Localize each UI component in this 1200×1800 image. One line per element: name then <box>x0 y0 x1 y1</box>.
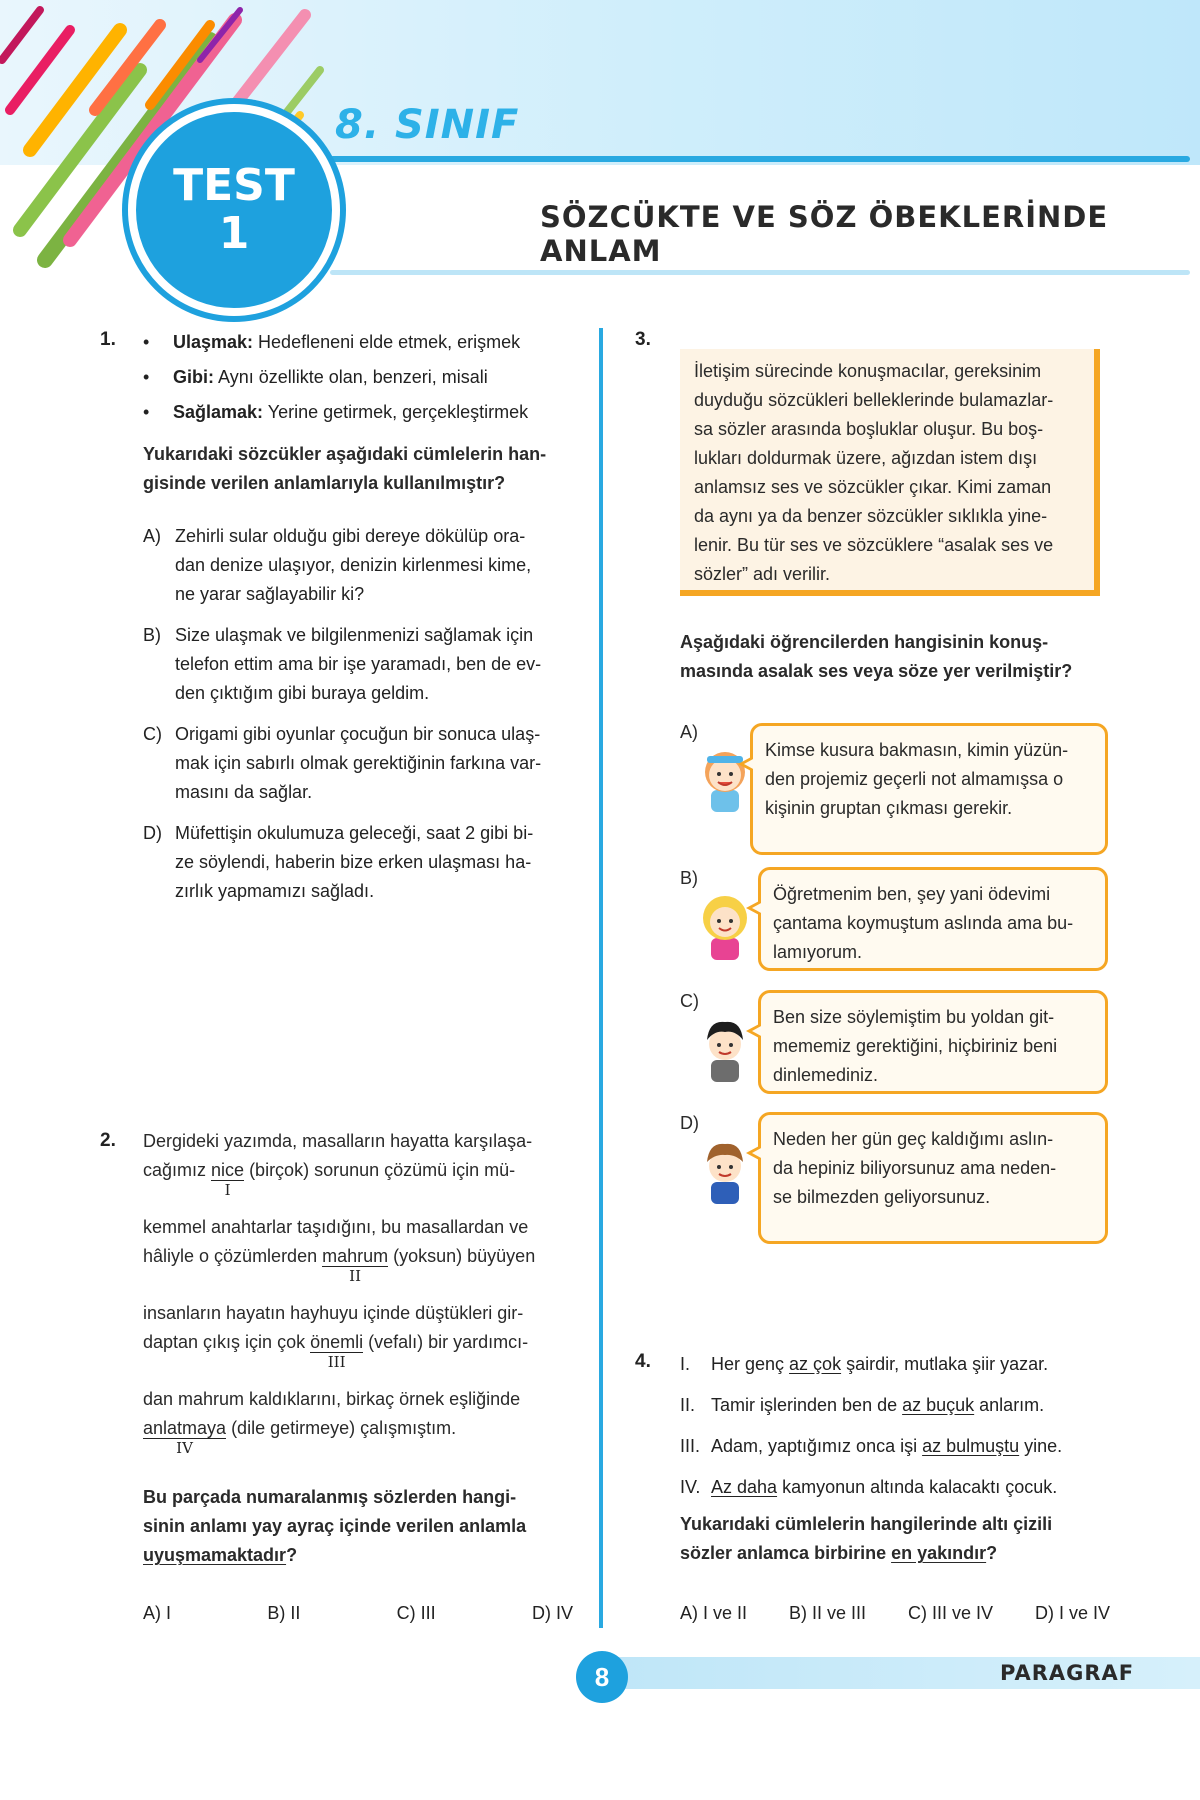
passage-text: (yoksun) büyüyen <box>388 1246 536 1266</box>
option-a-letter: A) <box>680 722 698 742</box>
item-text: şairdir, mutlaka şiir yazar. <box>841 1354 1049 1374</box>
item-text: Tamir işlerinden ben de <box>711 1395 903 1415</box>
info-line: da aynı ya da benzer sözcükler sıklıkla yine- <box>694 506 1048 526</box>
option-c[interactable] <box>143 720 583 807</box>
sentence-item <box>680 1391 1120 1420</box>
option-line: telefon ettim ama bir işe yaramadı, ben de ev- <box>175 654 542 674</box>
question-4-prompt <box>680 1510 1120 1568</box>
prompt-line: Aşağıdaki öğrencilerden hangisinin konuş- <box>680 632 1049 652</box>
question-4-answers <box>680 1603 1110 1624</box>
test-label: TEST <box>173 160 295 211</box>
option-d-letter: D) <box>680 1113 699 1133</box>
option-line: dan denize ulaşıyor, denizin kirlenmesi kime, <box>175 555 532 575</box>
definition-term: Sağlamak: <box>173 402 264 422</box>
footer-label: PARAGRAF <box>1000 1661 1135 1685</box>
bubble-line: çantama koymuştum aslında ama bu- <box>773 913 1074 933</box>
prompt-line <box>680 1539 1120 1568</box>
brown-hair-boy-avatar-icon <box>695 1132 755 1204</box>
info-line: lenir. Bu tür ses ve sözcüklere “asalak ses ve <box>694 535 1054 555</box>
speech-bubble-b[interactable] <box>758 867 1108 971</box>
item-underlined: az buçuk <box>902 1395 975 1415</box>
speech-bubble-d[interactable] <box>758 1112 1108 1244</box>
answer-d[interactable]: D) I ve IV <box>1034 1603 1110 1623</box>
answer-b[interactable]: B) II ve III <box>788 1603 867 1623</box>
item-text: Her genç <box>711 1354 790 1374</box>
option-line: Müfettişin okulumuza geleceği, saat 2 gibi bi- <box>175 823 534 843</box>
item-label: I. <box>680 1354 691 1374</box>
boy-avatar-icon <box>695 1010 755 1082</box>
passage-line <box>143 1328 593 1371</box>
question-4-items <box>680 1350 1120 1568</box>
option-line: Zehirli sular olduğu gibi dereye dökülüp ora- <box>175 526 526 546</box>
option-letter: A) <box>143 526 161 546</box>
info-line: İletişim sürecinde konuşmacılar, gereksinim <box>694 361 1042 381</box>
bullet: • <box>143 367 150 387</box>
passage-text: daptan çıkış için çok <box>143 1332 311 1352</box>
question-2-prompt <box>143 1483 593 1570</box>
option-letter: D) <box>143 823 162 843</box>
prompt-line: Bu parçada numaralanmış sözlerden hangi- <box>143 1487 517 1507</box>
sentence-item <box>680 1473 1120 1502</box>
prompt-line: sinin anlamı yay ayraç içinde verilen anlamla <box>143 1516 527 1536</box>
roman-numeral: II <box>349 1267 362 1285</box>
option-b[interactable] <box>143 621 583 708</box>
subject-title: SÖZCÜKTE VE SÖZ ÖBEKLERİNDE ANLAM <box>540 200 1109 268</box>
definition-item <box>143 395 583 430</box>
option-line: Origami gibi oyunlar çocuğun bir sonuca ulaş- <box>175 724 541 744</box>
page-number: 8 <box>576 1651 628 1703</box>
item-label: IV. <box>680 1477 701 1497</box>
item-text: anlarım. <box>974 1395 1045 1415</box>
test-number: 1 <box>218 208 250 259</box>
info-line: duyduğu sözcükleri belleklerinde bulamazlar- <box>694 390 1054 410</box>
bubble-line: lamıyorum. <box>773 942 863 962</box>
roman-numeral: I <box>224 1181 231 1199</box>
definition-meaning: Yerine getirmek, gerçekleştirmek <box>263 402 529 422</box>
definition-term: Gibi: <box>173 367 214 387</box>
bubble-line: mememiz gerektiğini, hiçbiriniz beni <box>773 1036 1058 1056</box>
bubble-line: kişinin gruptan çıkması gerekir. <box>765 798 1013 818</box>
speech-bubble-a[interactable] <box>750 723 1108 855</box>
bubble-line: Ben size söylemiştim bu yoldan git- <box>773 1007 1055 1027</box>
item-text: yine. <box>1019 1436 1063 1456</box>
option-c-letter: C) <box>680 991 699 1011</box>
bubble-line: da hepiniz biliyorsunuz ama neden- <box>773 1158 1057 1178</box>
bubble-line: dinlemediniz. <box>773 1065 879 1085</box>
prompt-underlined: uyuşmamaktadır <box>143 1545 287 1565</box>
question-2-answers <box>143 1603 573 1624</box>
passage-line: kemmel anahtarlar taşıdığını, bu masallardan ve <box>143 1217 529 1237</box>
bullet: • <box>143 332 150 352</box>
question-4-number: 4. <box>635 1351 651 1372</box>
header-rule <box>330 156 1190 162</box>
passage-text: cağımız <box>143 1160 212 1180</box>
info-line: anlamsız ses ve sözcükler çıkar. Kimi zaman <box>694 477 1052 497</box>
definition-term: Ulaşmak: <box>173 332 254 352</box>
info-line: sa sözler arasında boşluklar oluşur. Bu boş- <box>694 419 1044 439</box>
marked-word-text: önemli <box>310 1332 364 1352</box>
option-letter: C) <box>143 724 162 744</box>
bubble-line: Kimse kusura bakmasın, kimin yüzün- <box>765 740 1069 760</box>
option-a[interactable] <box>143 522 583 609</box>
marked-word-text: nice <box>211 1160 245 1180</box>
question-3-number: 3. <box>635 329 651 350</box>
option-line: mak için sabırlı olmak gerektiğinin farkına var- <box>175 753 542 773</box>
answer-b[interactable]: B) II <box>267 1603 301 1623</box>
option-line: ze söylendi, haberin bize erken ulaşması ha- <box>175 852 532 872</box>
info-line: lukları doldurmak üzere, ağızdan istem dışı <box>694 448 1038 468</box>
marked-word-3 <box>310 1328 364 1371</box>
option-d[interactable] <box>143 819 583 906</box>
question-2-number: 2. <box>100 1130 116 1151</box>
question-1-options <box>143 522 583 906</box>
bubble-line: den projemiz geçerli not almamışsa o <box>765 769 1064 789</box>
definition-item <box>143 360 583 395</box>
question-1-number: 1. <box>100 329 116 350</box>
bubble-line: Neden her gün geç kaldığımı aslın- <box>773 1129 1054 1149</box>
marked-word-4 <box>143 1414 227 1457</box>
question-1 <box>143 325 583 918</box>
prompt-text: ? <box>286 1545 298 1565</box>
prompt-line: Yukarıdaki cümlelerin hangilerinde altı çizili <box>680 1514 1053 1534</box>
passage-text: (birçok) sorunun çözümü için mü- <box>244 1160 516 1180</box>
passage-line: Dergideki yazımda, masalların hayatta karşılaşa- <box>143 1131 533 1151</box>
bubble-line: Öğretmenim ben, şey yani ödevimi <box>773 884 1051 904</box>
prompt-line: masında asalak ses veya söze yer verilmiştir? <box>680 661 1073 681</box>
question-3-prompt <box>680 628 1120 686</box>
marked-word-text: anlatmaya <box>143 1418 227 1438</box>
definition-item <box>143 325 583 360</box>
prompt-line: gisinde verilen anlamlarıyla kullanılmıştır? <box>143 473 506 493</box>
speech-bubble-c[interactable] <box>758 990 1108 1094</box>
passage-text: (vefalı) bir yardımcı- <box>363 1332 529 1352</box>
option-letter: B) <box>143 625 161 645</box>
prompt-underlined: en yakındır <box>891 1543 987 1563</box>
answer-a[interactable]: A) I <box>143 1603 172 1623</box>
marked-word-1 <box>211 1156 245 1199</box>
item-underlined: az bulmuştu <box>922 1436 1020 1456</box>
item-underlined: az çok <box>789 1354 842 1374</box>
prompt-text: ? <box>986 1543 998 1563</box>
answer-c[interactable]: C) III <box>396 1603 436 1623</box>
info-box <box>680 349 1100 596</box>
definition-meaning: Aynı özellikte olan, benzeri, misali <box>214 367 488 387</box>
option-line: ne yarar sağlayabilir ki? <box>175 584 365 604</box>
answer-d[interactable]: D) IV <box>531 1603 573 1623</box>
roman-numeral: IV <box>176 1439 193 1457</box>
question-2-passage <box>143 1127 593 1570</box>
prompt-line <box>143 1541 593 1570</box>
column-divider <box>599 328 603 1628</box>
option-line: masını da sağlar. <box>175 782 313 802</box>
passage-line <box>143 1242 593 1285</box>
test-badge <box>128 104 340 316</box>
item-label: III. <box>680 1436 701 1456</box>
passage-line <box>143 1156 593 1199</box>
prompt-line: Yukarıdaki sözcükler aşağıdaki cümlelerin han- <box>143 444 547 464</box>
girl-avatar-icon <box>695 740 755 812</box>
option-line: Size ulaşmak ve bilgilenmenizi sağlamak için <box>175 625 534 645</box>
blonde-girl-avatar-icon <box>695 888 755 960</box>
info-line: sözler” adı verilir. <box>694 564 831 584</box>
prompt-text: sözler anlamca birbirine <box>680 1543 892 1563</box>
option-b-letter: B) <box>680 868 698 888</box>
passage-text: (dile getirmeye) çalışmıştım. <box>226 1418 457 1438</box>
roman-numeral: III <box>327 1353 346 1371</box>
sentence-item <box>680 1432 1120 1461</box>
item-label: II. <box>680 1395 696 1415</box>
passage-line <box>143 1414 593 1457</box>
bullet: • <box>143 402 150 422</box>
option-line: zırlık yapmamızı sağladı. <box>175 881 375 901</box>
item-underlined: Az daha <box>711 1477 778 1497</box>
item-text: Adam, yaptığımız onca işi <box>711 1436 923 1456</box>
passage-line: insanların hayatın hayhuyu içinde düştükleri gir- <box>143 1303 524 1323</box>
subtitle-rule <box>330 270 1190 275</box>
answer-c[interactable]: C) III ve IV <box>907 1603 993 1623</box>
grade-title: 8. SINIF <box>335 102 520 148</box>
marked-word-text: mahrum <box>322 1246 389 1266</box>
definition-meaning: Hedefleneni elde etmek, erişmek <box>253 332 521 352</box>
item-text: kamyonun altında kalacaktı çocuk. <box>777 1477 1058 1497</box>
marked-word-2 <box>322 1242 389 1285</box>
sentence-item <box>680 1350 1120 1379</box>
passage-text: hâliyle o çözümlerden <box>143 1246 323 1266</box>
answer-a[interactable]: A) I ve II <box>680 1603 748 1623</box>
passage-line: dan mahrum kaldıklarını, birkaç örnek eşliğinde <box>143 1389 521 1409</box>
option-line: den çıktığım gibi buraya geldim. <box>175 683 430 703</box>
bubble-line: se bilmezden geliyorsunuz. <box>773 1187 991 1207</box>
question-1-prompt <box>143 440 583 498</box>
